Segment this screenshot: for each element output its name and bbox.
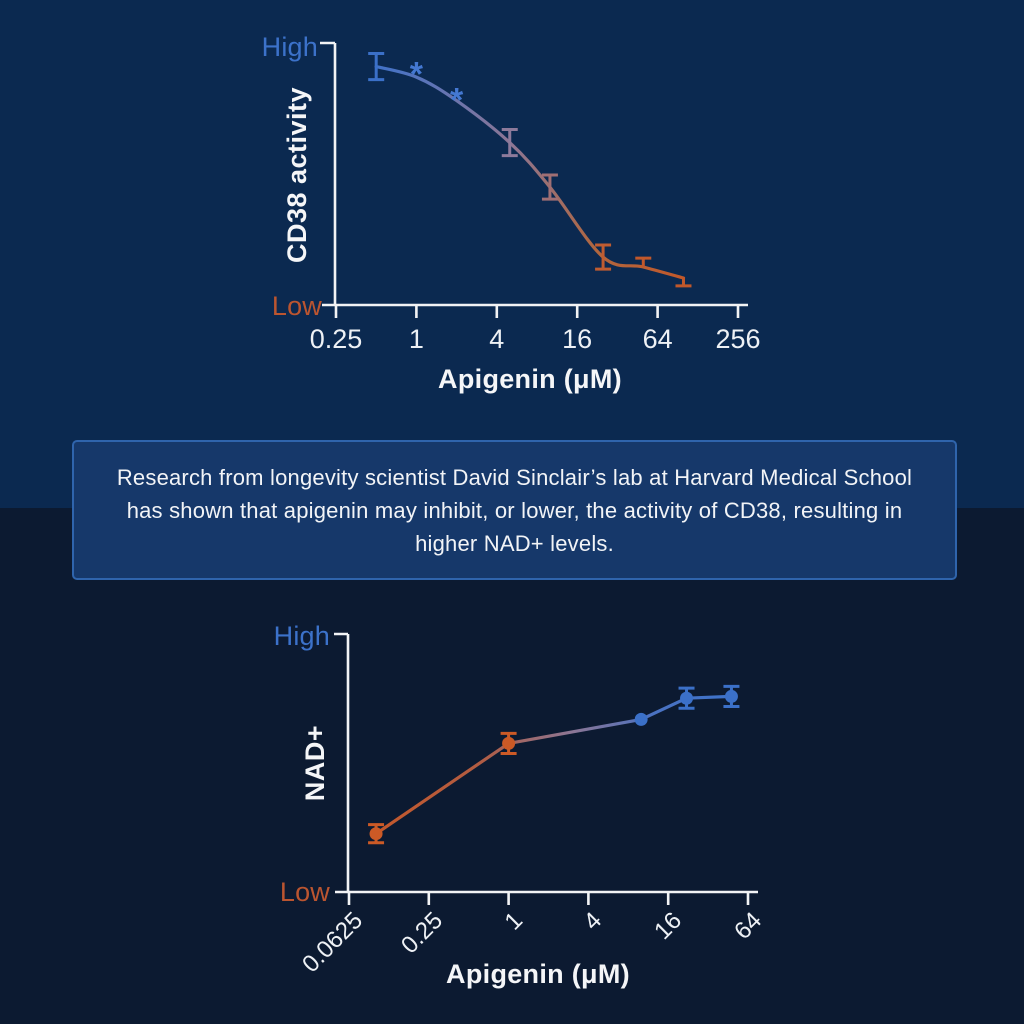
x-tick-label: 64	[642, 324, 673, 354]
x-tick-label: 4	[578, 907, 608, 936]
x-tick-label: 0.0625	[297, 907, 369, 978]
x-tick-label: 16	[649, 907, 688, 945]
y-axis-low-label: Low	[271, 291, 322, 321]
x-tick-label: 0.25	[309, 324, 363, 354]
x-tick-label: 0.25	[395, 907, 448, 960]
x-axis-title-apigenin: Apigenin (μM)	[438, 364, 622, 394]
y-axis-high-label: High	[261, 32, 318, 62]
y-axis-title-cd38-activity: CD38 activity	[282, 86, 312, 264]
x-tick-label: 1	[408, 324, 424, 354]
x-tick-label: 16	[562, 324, 593, 354]
x-tick-label: 256	[715, 324, 761, 354]
x-tick-label: 64	[729, 907, 768, 945]
x-tick-label: 1	[499, 907, 528, 936]
x-tick-label: 4	[489, 324, 505, 354]
y-axis-low-label: Low	[279, 877, 330, 907]
nad-level-chart	[250, 615, 790, 1010]
research-callout-text: Research from longevity scientist David Sinclair’s lab at Harvard Medical School has shown that apigenin may inhibit, or lower, the activity of CD38, resulting in higher NAD+ levels.	[116, 464, 913, 556]
y-axis-title-nad: NAD+	[300, 724, 330, 802]
significance-asterisk: *	[449, 81, 464, 120]
cd38-activity-chart	[250, 25, 770, 410]
research-callout-box	[72, 440, 957, 580]
y-axis-high-label: High	[273, 621, 330, 651]
significance-asterisk: *	[409, 55, 424, 94]
x-axis-title-apigenin: Apigenin (μM)	[446, 959, 630, 989]
